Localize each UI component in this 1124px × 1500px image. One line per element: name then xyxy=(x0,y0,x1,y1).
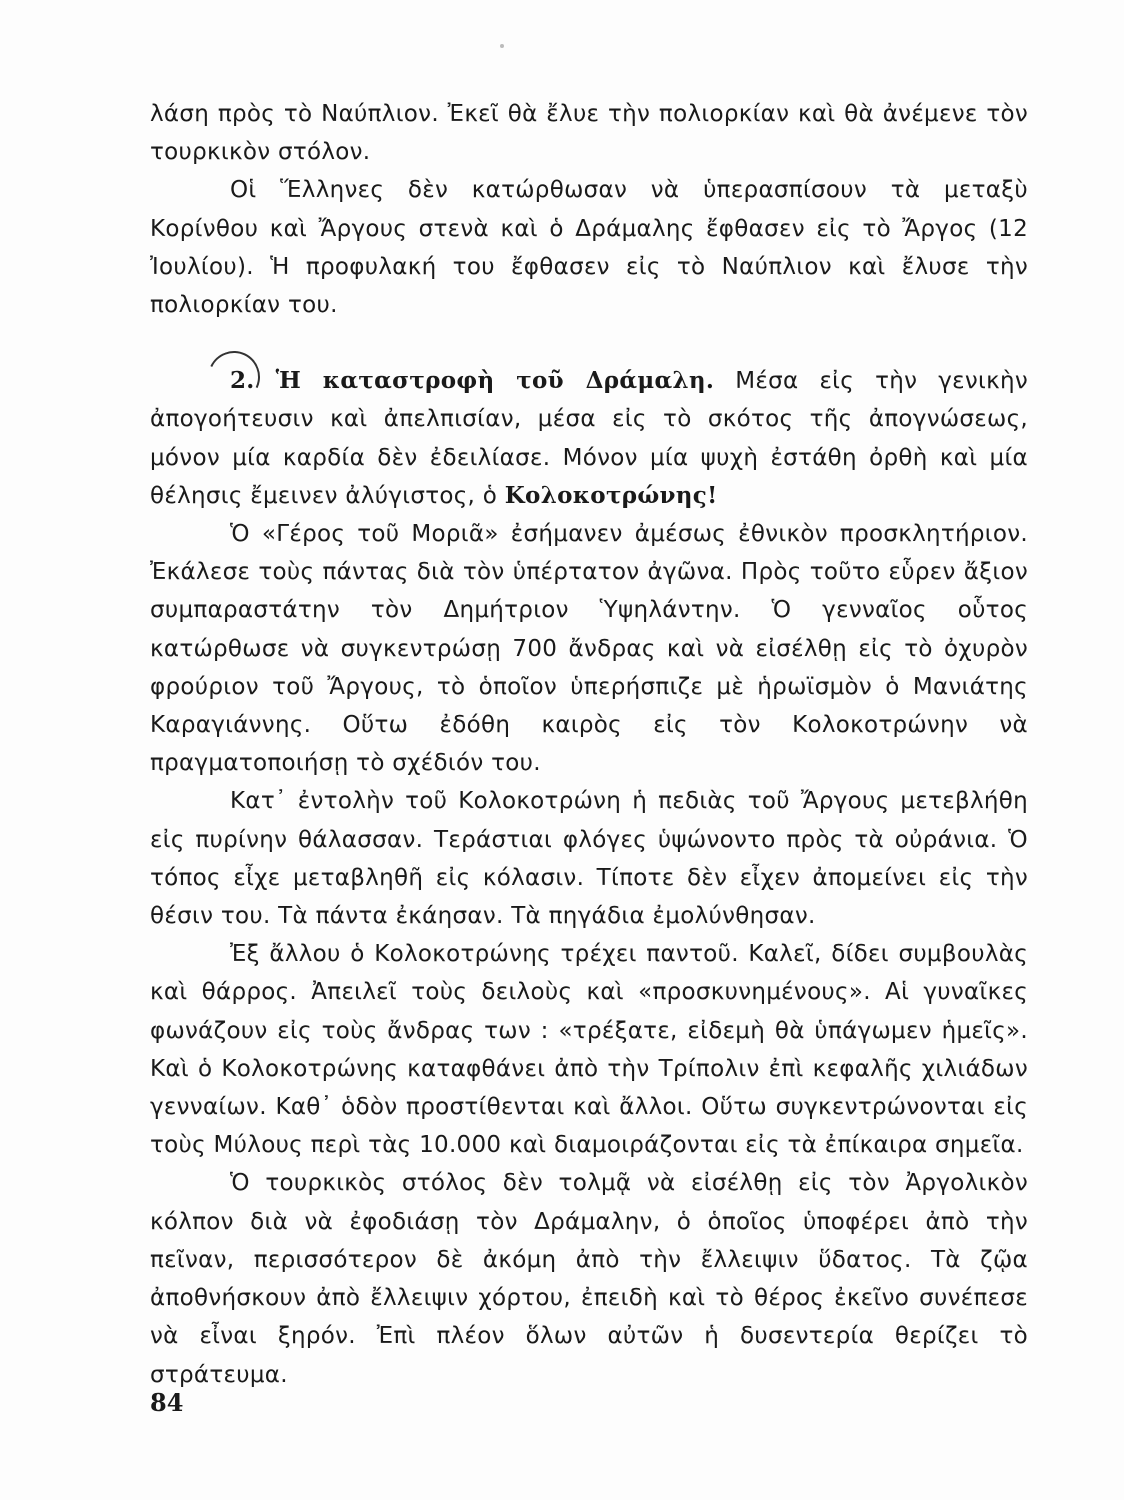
section-title: Ἡ καταστροφὴ τοῦ Δράμαλη. xyxy=(275,367,715,395)
paragraph-4: Ὁ «Γέρος τοῦ Μοριᾶ» ἐσήμανεν ἀμέσως ἐθνικὸν προσκλητήριον. Ἐκάλεσε τοὺς πάντας διὰ τὸν ὑπέρτατον ἀγῶνα. Πρὸς τοῦτο εὗρεν ἄξιον συμπαραστάτην τὸν Δημήτριον Ὑψηλάντην. Ὁ γενναῖος οὗτος κατώρθωσε νὰ συγκεντρώσῃ 700 ἄνδρας καὶ νὰ εἰσέλθῃ εἰς τὸ ὀχυρὸν φρούριον τοῦ Ἄργους, τὸ ὁποῖον ὑπερήσπιζε μὲ ἡρωϊσμὸν ὁ Μανιάτης Καραγιάννης. Οὕτω ἐδόθη καιρὸς εἰς τὸν Κολοκοτρώνην νὰ πραγματοποιήσῃ τὸ σχέδιόν του. xyxy=(150,521,1028,777)
paragraph-5: Κατ᾽ ἐντολὴν τοῦ Κολοκοτρώνη ἡ πεδιὰς τοῦ Ἄργους μετεβλήθη εἰς πυρίνην θάλασσαν. Τεράστιαι φλόγες ὑψώνοντο πρὸς τὰ οὐράνια. Ὁ τόπος εἶχε μεταβληθῆ εἰς κόλασιν. Τίποτε δὲν εἶχεν ἀπομείνει εἰς τὴν θέσιν του. Τὰ πάντα ἐκάησαν. Τὰ πηγάδια ἐμολύνθησαν. xyxy=(150,788,1028,930)
section-intro-text: Μέσα εἰς τὴν γενικὴν ἀπογοήτευσιν καὶ ἀπελπισίαν, μέσα εἰς τὸ σκότος τῆς ἀπογνώσεως, μόνον μία καρδία δὲν ἐδειλίασε. Μόνον μία ψυχὴ ἐστάθη ὀρθὴ καὶ μία θέλησις ἔμεινεν ἀλύγιστος, ὁ xyxy=(150,368,1028,509)
section-number xyxy=(230,367,255,394)
section-heading-paragraph xyxy=(150,362,1028,515)
page-number: 84 xyxy=(150,1388,184,1417)
paragraph-2: Οἱ Ἕλληνες δὲν κατώρθωσαν νὰ ὑπερασπίσουν τὰ μεταξὺ Κορίνθου καὶ Ἄργους στενὰ καὶ ὁ Δράμαλης ἔφθασεν εἰς τὸ Ἄργος (12 Ἰουλίου). Ἡ προφυλακή του ἔφθασεν εἰς τὸ Ναύπλιον καὶ ἔλυσε τὴν πολιορκίαν του. xyxy=(150,177,1028,319)
section-gap xyxy=(150,324,1028,362)
paragraph-6: Ἐξ ἄλλου ὁ Κολοκοτρώνης τρέχει παντοῦ. Καλεῖ, δίδει συμβουλὰς καὶ θάρρος. Ἀπειλεῖ τοὺς δειλοὺς καὶ «προσκυνημένους». Αἱ γυναῖκες φωνάζουν εἰς τοὺς ἄνδρας των : «τρέξατε, εἰδεμὴ θὰ ὑπάγωμεν ἡμεῖς». Καὶ ὁ Κολοκοτρώνης καταφθάνει ἀπὸ τὴν Τρίπολιν ἐπὶ κεφαλῆς χιλιάδων γενναίων. Καθ᾽ ὁδὸν προστίθενται καὶ ἄλλοι. Οὕτω συγκεντρώνονται εἰς τοὺς Μύλους περὶ τὰς 10.000 καὶ διαμοιράζονται εἰς τὰ ἐπίκαιρα σημεῖα. xyxy=(150,941,1028,1159)
speck-mark xyxy=(500,44,504,48)
body-text xyxy=(150,95,1028,1394)
section-number-text: 2. xyxy=(230,367,255,395)
paragraph-7: Ὁ τουρκικὸς στόλος δὲν τολμᾷ νὰ εἰσέλθῃ εἰς τὸν Ἀργολικὸν κόλπον διὰ νὰ ἐφοδιάσῃ τὸν Δράμαλην, ὁ ὁποῖος ὑποφέρει ἀπὸ τὴν πεῖναν, περισσότερον δὲ ἀκόμη ἀπὸ τὴν ἔλλειψιν ὕδατος. Τὰ ζῷα ἀποθνήσκουν ἀπὸ ἔλλειψιν χόρτου, ἐπειδὴ καὶ τὸ θέρος ἐκεῖνο συνέπεσε νὰ εἶναι ξηρόν. Ἐπὶ πλέον ὅλων αὐτῶν ἡ δυσεντερία θερίζει τὸ στράτευμα. xyxy=(150,1170,1028,1388)
kolokotronis-emphasis: Κολοκοτρώνης! xyxy=(504,481,718,509)
paragraph-1: λάση πρὸς τὸ Ναύπλιον. Ἐκεῖ θὰ ἔλυε τὴν πολιορκίαν καὶ θὰ ἀνέμενε τὸν τουρκικὸν στόλον. xyxy=(150,101,1028,166)
